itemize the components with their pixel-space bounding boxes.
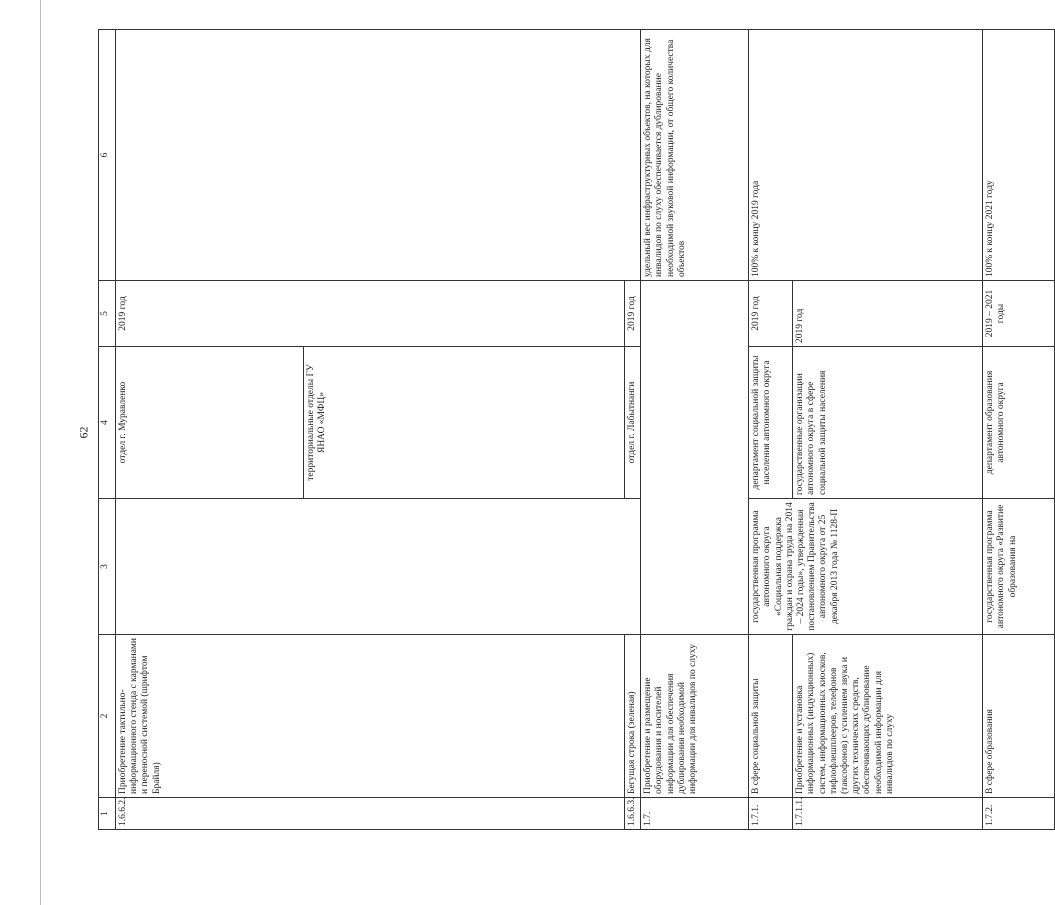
measures-table [98, 29, 1055, 830]
indicator-cell [116, 30, 641, 281]
measure-name: В сфере образования [983, 635, 1055, 798]
executor-a: отдел г. Муравленко [116, 347, 303, 498]
term-cell: 2019 год [749, 281, 793, 347]
indicator-cell: 100% к концу 2021 году [983, 30, 1055, 281]
table-row [983, 30, 1055, 830]
executor-cell: государственные организации автономного округа в сфере социальной защиты населения [793, 347, 983, 499]
program-cell [116, 499, 641, 635]
measure-name: Приобретение и установка информационных (индукционных) систем, информационных киосков, тифлофлешплееров, телефонов (таксофонов) с усилением звука и других технических средств, обеспечивающих дублирование необходимой информации для инвалидов по слуху [793, 635, 983, 798]
term-cell: 2019 год [625, 281, 641, 347]
row-number: 1.6.6.2. [116, 798, 625, 830]
term-cell: 2019 год [793, 281, 983, 347]
col-header-2: 2 [99, 635, 116, 798]
row-number: 1.7.2. [983, 798, 1055, 830]
row-number: 1.6.6.3. [625, 798, 641, 830]
program-cell: государственная программа автономного округа «Социальная поддержка граждан и охрана труда на 2014 – 2024 годы», утвержденная постановлением Правительства автономного округа от 25 декабря 2013 года № 1128-П [749, 499, 983, 635]
rotated-table-sheet [98, 30, 1018, 830]
indicator-cell: 100% к концу 2019 года [749, 30, 983, 281]
term-cell: 2019 год [116, 281, 625, 347]
col-header-1: 1 [99, 798, 116, 830]
col-header-6: 6 [99, 30, 116, 281]
table-row [116, 30, 625, 830]
col-header-3: 3 [99, 499, 116, 635]
row-number: 1.7.1.1. [793, 798, 983, 830]
measure-name: В сфере социальной защиты [749, 635, 793, 798]
executor-cell: департамент социальной защиты населения автономного округа [749, 347, 793, 499]
row-number: 1.7. [641, 798, 749, 830]
measure-name: Приобретение и размещение оборудования и носителей информации для обеспечения дублирования необходимой информации для инвалидов по слуху [641, 635, 749, 798]
table-row [749, 30, 793, 830]
col-header-4: 4 [99, 347, 116, 499]
header-row [99, 30, 116, 830]
measure-name: Приобретение тактильно-информационного стенда с карманами и переносной системой (шрифтом Брайля) [116, 635, 625, 798]
measure-name: Бегущая строка (зеленая) [625, 635, 641, 798]
program-cell: государственная программа автономного округа «Развитие образования на [983, 499, 1055, 635]
term-cell: 2019 – 2021 годы [983, 281, 1055, 347]
executor-b: территориальные отделы ГУ ЯНАО «МФЦ» [305, 364, 327, 481]
col-header-5: 5 [99, 281, 116, 347]
indicator-cell: удельный вес инфраструктурных объектов, на которых для инвалидов по слуху обеспечивается дублирование необходимой звуковой информации, от общего количества объектов [641, 30, 749, 281]
executor-cell [116, 347, 625, 499]
table-row [641, 30, 749, 830]
executor-cell: отдел г. Лабытнанги [625, 347, 641, 499]
page-number: 62 [76, 426, 91, 439]
executor-cell: департамент образования автономного округа [983, 347, 1055, 499]
row-number: 1.7.1. [749, 798, 793, 830]
scan-edge-line [40, 0, 41, 905]
